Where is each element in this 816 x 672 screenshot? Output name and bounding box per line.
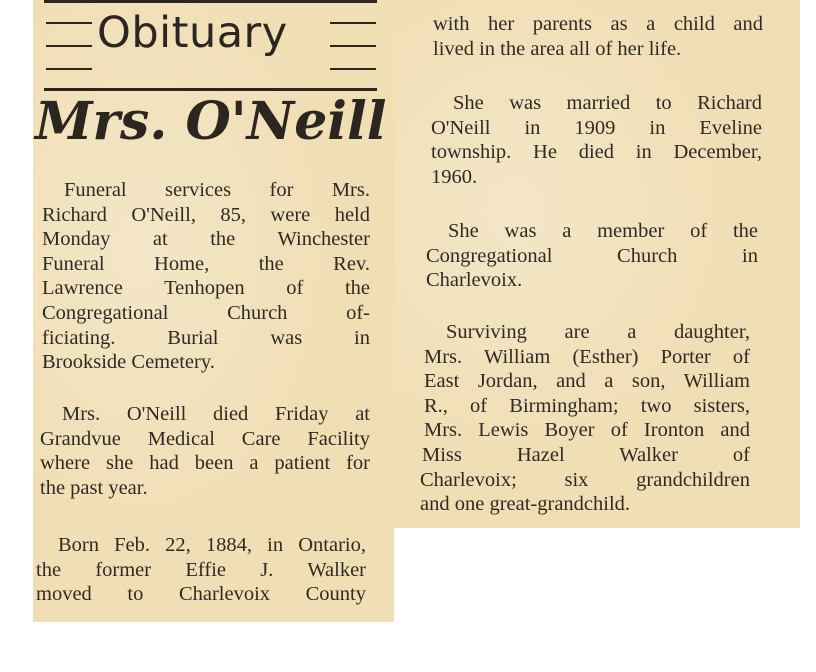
text-line: township. He died in December,	[431, 141, 762, 164]
text-line: moved to Charlevoix County	[36, 583, 366, 606]
text-line: Funeral Home, the Rev.	[42, 252, 370, 275]
text-line: Miss Hazel Walker of	[422, 443, 750, 466]
text-line: R., of Birmingham; two sisters,	[424, 394, 750, 417]
text-line: Mrs. O'Neill died Friday at	[62, 403, 370, 425]
text-line: the former Effie J. Walker	[36, 558, 366, 581]
obituary-heading: Obituary	[97, 8, 288, 58]
heading-right-dash	[330, 45, 376, 47]
heading-left-dash	[46, 22, 92, 24]
text-line: Brookside Cemetery.	[42, 351, 215, 374]
paragraph-marriage	[431, 91, 762, 189]
paragraph-membership	[426, 219, 758, 293]
text-line: East Jordan, and a son, William	[424, 370, 750, 393]
heading-left-dash	[46, 68, 92, 70]
text-line: She was married to Richard	[453, 92, 762, 114]
text-line: lived in the area all of her life.	[433, 37, 682, 60]
deceased-name: Mrs. O'Neill	[35, 91, 387, 152]
text-line: the past year.	[40, 476, 148, 499]
text-line: Congregational Church of-	[42, 301, 370, 324]
text-line: Richard O'Neill, 85, were held	[42, 203, 370, 226]
text-line: Congregational Church in	[426, 244, 758, 267]
text-line: Charlevoix.	[426, 269, 523, 292]
heading-left-dash	[46, 45, 92, 47]
text-line: Lawrence Tenhopen of the	[42, 277, 370, 300]
text-line: Mrs. William (Esther) Porter of	[424, 345, 750, 368]
heading-right-dash	[330, 22, 376, 24]
text-line: where she had been a patient for	[40, 452, 370, 475]
paragraph-birth	[36, 533, 366, 607]
text-line: Grandvue Medical Care Facility	[40, 427, 370, 450]
text-line: O'Neill in 1909 in Eveline	[431, 116, 762, 139]
text-line: Born Feb. 22, 1884, in Ontario,	[58, 534, 366, 556]
paragraph-death	[40, 402, 370, 500]
text-line: and one great-grandchild.	[420, 493, 631, 516]
paragraph-survivors	[420, 320, 750, 517]
text-line: Funeral services for Mrs.	[64, 179, 370, 201]
paragraph-funeral-services	[42, 178, 370, 375]
text-line: Mrs. Lewis Boyer of Ironton and	[424, 419, 750, 442]
paragraph-residence	[433, 12, 763, 61]
text-line: She was a member of the	[448, 220, 758, 242]
text-line: Surviving are a daughter,	[446, 321, 750, 343]
text-line: with her parents as a child and	[433, 13, 763, 35]
text-line: 1960.	[431, 165, 478, 188]
heading-top-rule	[44, 0, 377, 3]
text-line: Charlevoix; six grandchildren	[420, 468, 750, 491]
heading-right-dash	[330, 68, 376, 70]
text-line: ficiating. Burial was in	[42, 326, 370, 349]
text-line: Monday at the Winchester	[42, 228, 370, 251]
